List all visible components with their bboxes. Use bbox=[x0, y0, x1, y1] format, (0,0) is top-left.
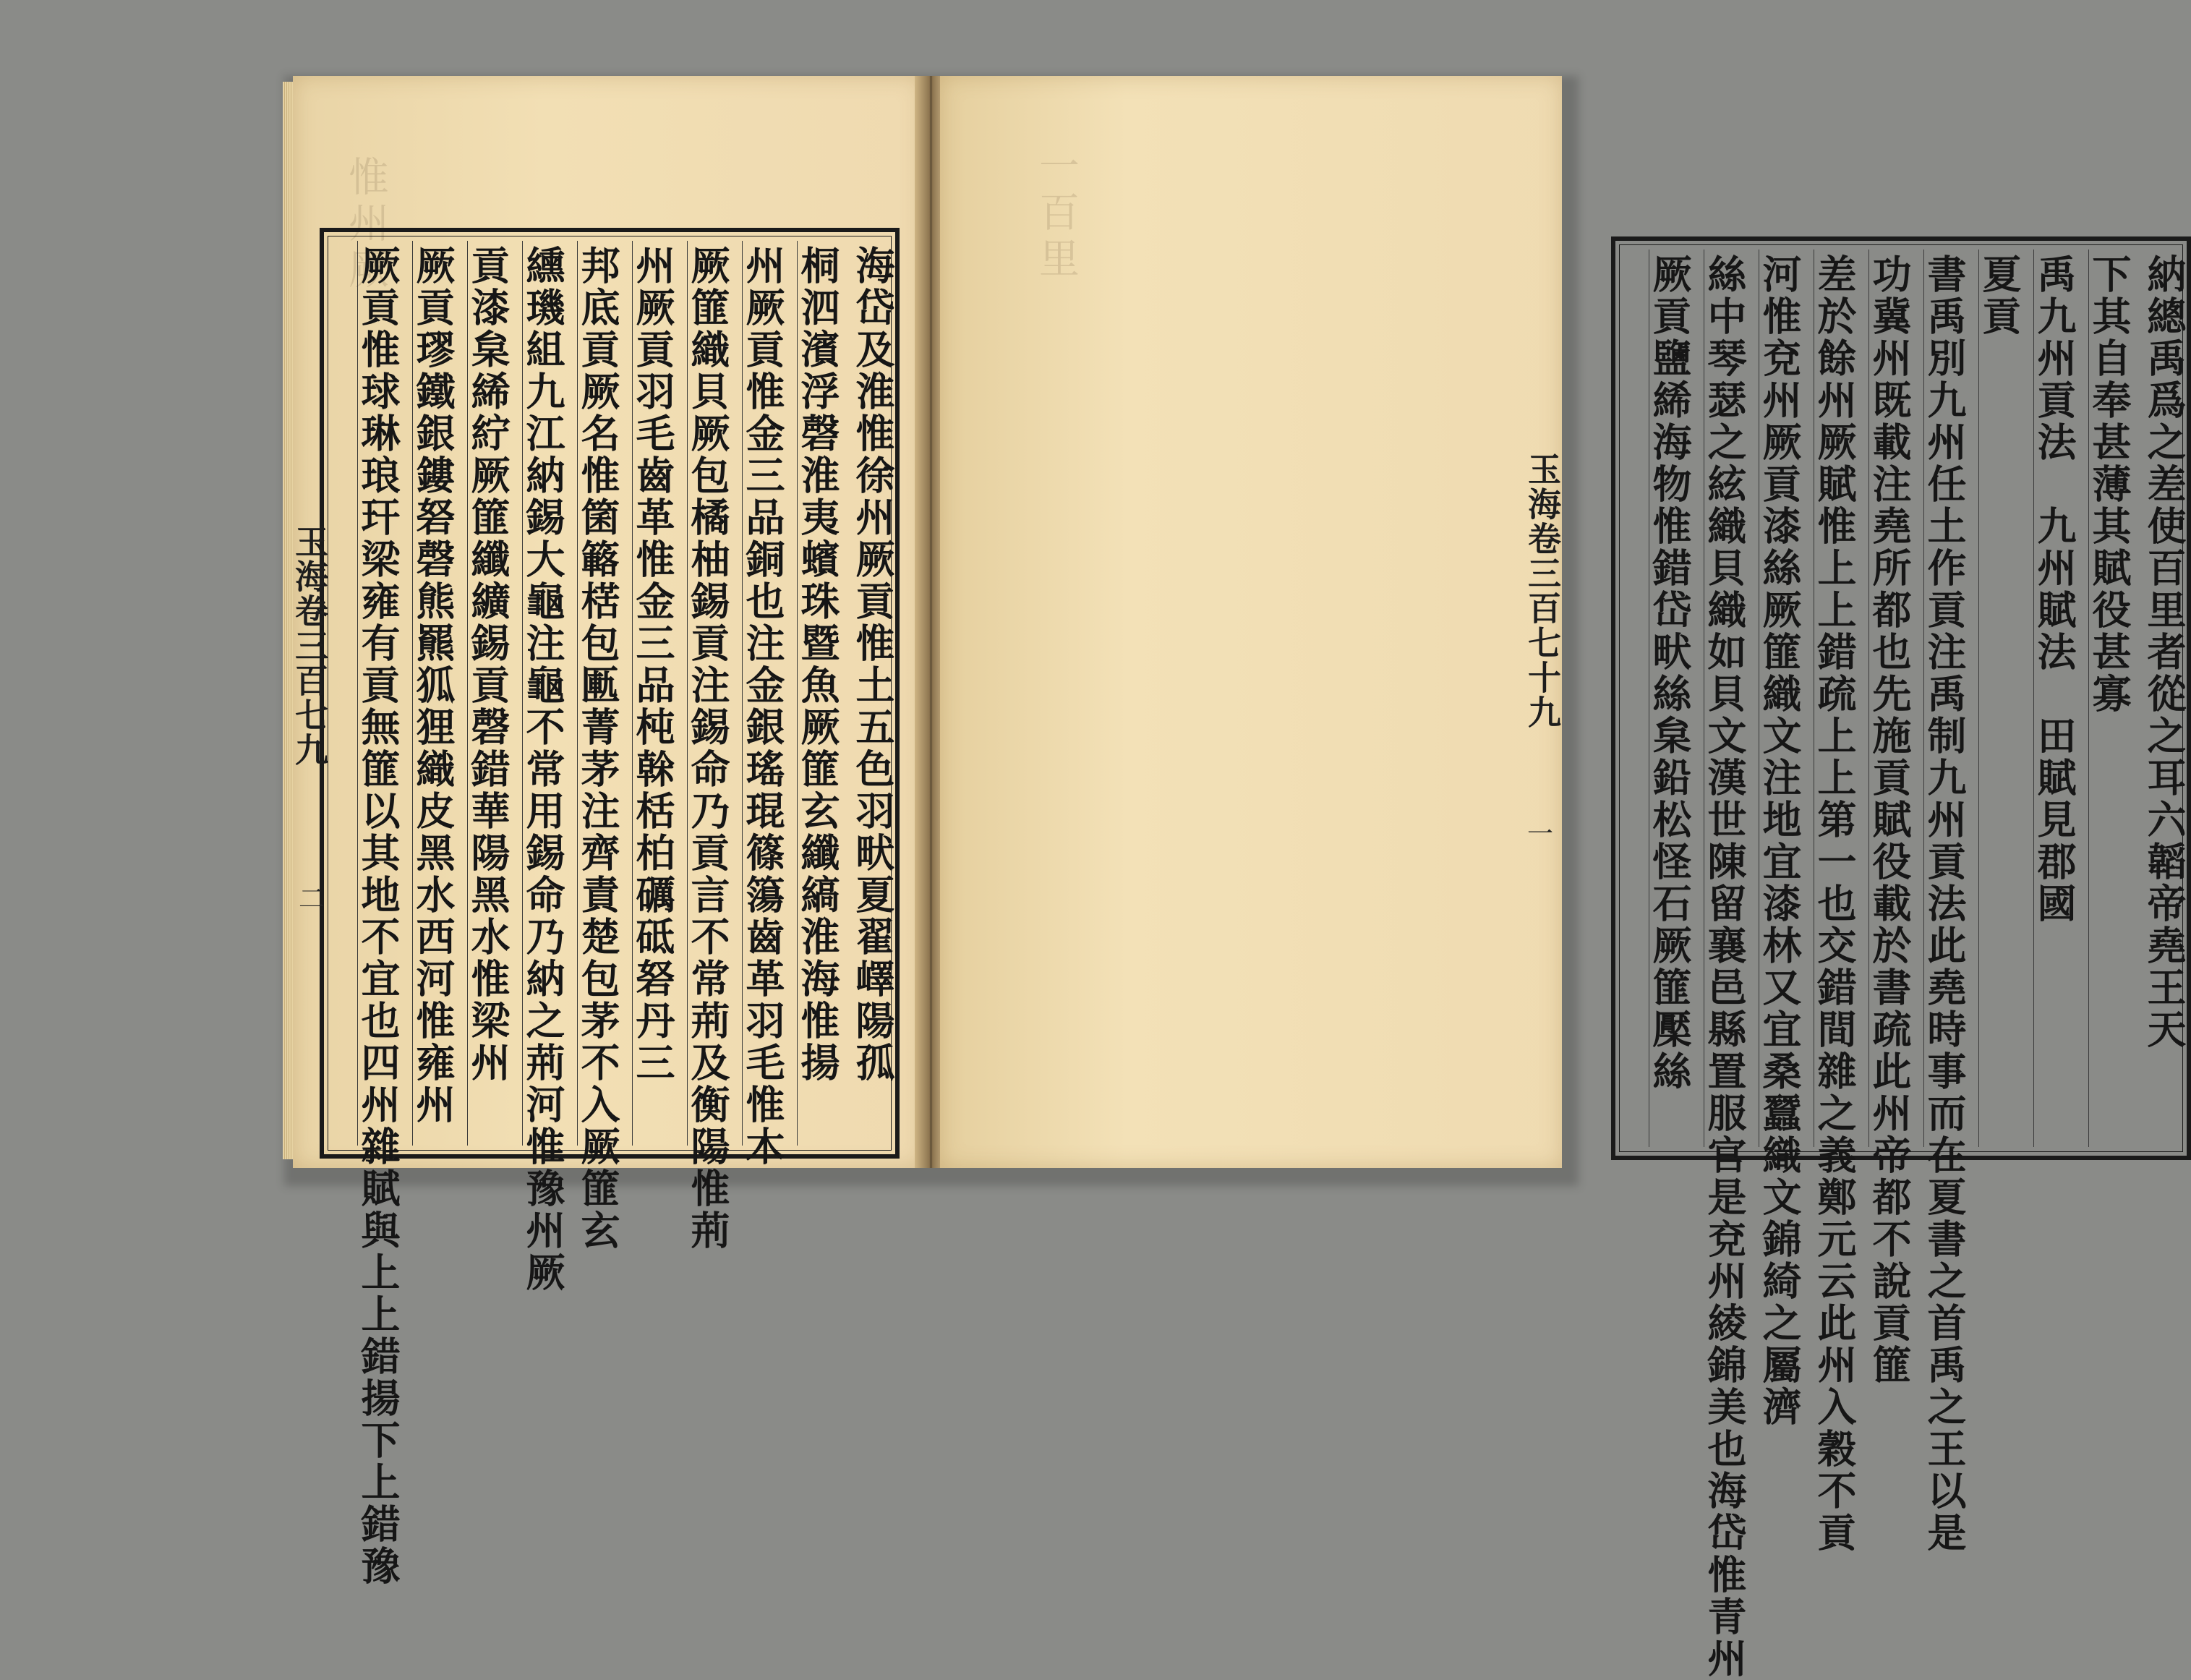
bleed-through-text: 一百里 bbox=[1033, 145, 1080, 283]
folio-number: 二 bbox=[299, 884, 325, 914]
text-column: 邦底貢厥名惟箘簵楛包匭菁茅注齊責楚包茅不入厥篚玄 bbox=[577, 241, 619, 1146]
folio-number: 一 bbox=[1527, 819, 1554, 849]
text-column: 海岱及淮惟徐州厥貢惟土五色羽畎夏翟嶧陽孤 bbox=[850, 245, 896, 1084]
text-column: 禹九州貢法 九州賦法 田賦見郡國 bbox=[2033, 250, 2075, 1147]
text-column: 納總禹爲之差使百里者從之耳六韜帝堯王天 bbox=[2141, 254, 2187, 1051]
text-column: 州厥貢惟金三品銅也注金銀瑤琨篠簜齒革羽毛惟木 bbox=[742, 241, 784, 1146]
text-column: 厥貢鹽絺海物惟錯岱畎絲枲鉛松怪石厥篚檿絲 bbox=[1649, 250, 1691, 1147]
right-page bbox=[940, 76, 2187, 1680]
margin-title: 玉海卷三百七十九 bbox=[1523, 452, 1562, 730]
text-column: 厥貢璆鐵銀鏤砮磬熊羆狐狸織皮黑水西河惟雍州 bbox=[412, 241, 454, 1146]
text-column: 厥貢惟球琳琅玕梁雍有貢無篚以其地不宜也四州雜賦與上上錯揚下上錯豫 bbox=[357, 241, 399, 1146]
text-column: 書禹別九州任土作貢注禹制九州貢法此堯時事而在夏書之首禹之王以是 bbox=[1923, 250, 1965, 1147]
text-column: 貢漆枲絺紵厥篚纖纊錫貢磬錯華陽黑水惟梁州 bbox=[467, 241, 509, 1146]
text-column: 下其自奉甚薄其賦役甚寡 bbox=[2088, 250, 2130, 1147]
text-column: 功冀州既載注堯所都也先施貢賦役載於書疏此州帝都不說貢篚 bbox=[1868, 250, 1910, 1147]
text-column: 河惟兗州厥貢漆絲厥篚織文注地宜漆林又宜桑蠶織文錦綺之屬濟 bbox=[1759, 250, 1801, 1147]
text-column: 絲中琴瑟之絃織貝織如貝文漢世陳留襄邑縣置服官是兗州綾錦美也海岱惟青州 bbox=[1704, 250, 1746, 1147]
left-text-frame bbox=[320, 228, 900, 1587]
text-column: 桐泗濱浮磬淮夷蠙珠暨魚厥篚玄纖縞淮海惟揚 bbox=[797, 241, 839, 1146]
right-text-frame bbox=[1611, 236, 2191, 1680]
text-column: 厥篚織貝厥包橘柚錫貢注錫命乃貢言不常荊及衡陽惟荊 bbox=[687, 241, 729, 1146]
margin-title: 玉海卷三百七九 bbox=[290, 524, 329, 767]
text-column: 差於餘州厥賦惟上上錯疏上上第一也交錯間雜之義鄭元云此州入穀不貢 bbox=[1814, 250, 1855, 1147]
open-book bbox=[290, 76, 2187, 1680]
text-column: 夏貢 bbox=[1978, 250, 2020, 1147]
text-column: 州厥貢羽毛齒革惟金三品杶榦栝柏礪砥砮丹三 bbox=[632, 241, 674, 1146]
left-page bbox=[290, 76, 922, 1587]
text-column: 纁璣組九江納錫大龜注龜不常用錫命乃納之荊河惟豫州厥 bbox=[522, 241, 564, 1146]
bleed-through-text: 惟州厥 bbox=[342, 155, 389, 294]
